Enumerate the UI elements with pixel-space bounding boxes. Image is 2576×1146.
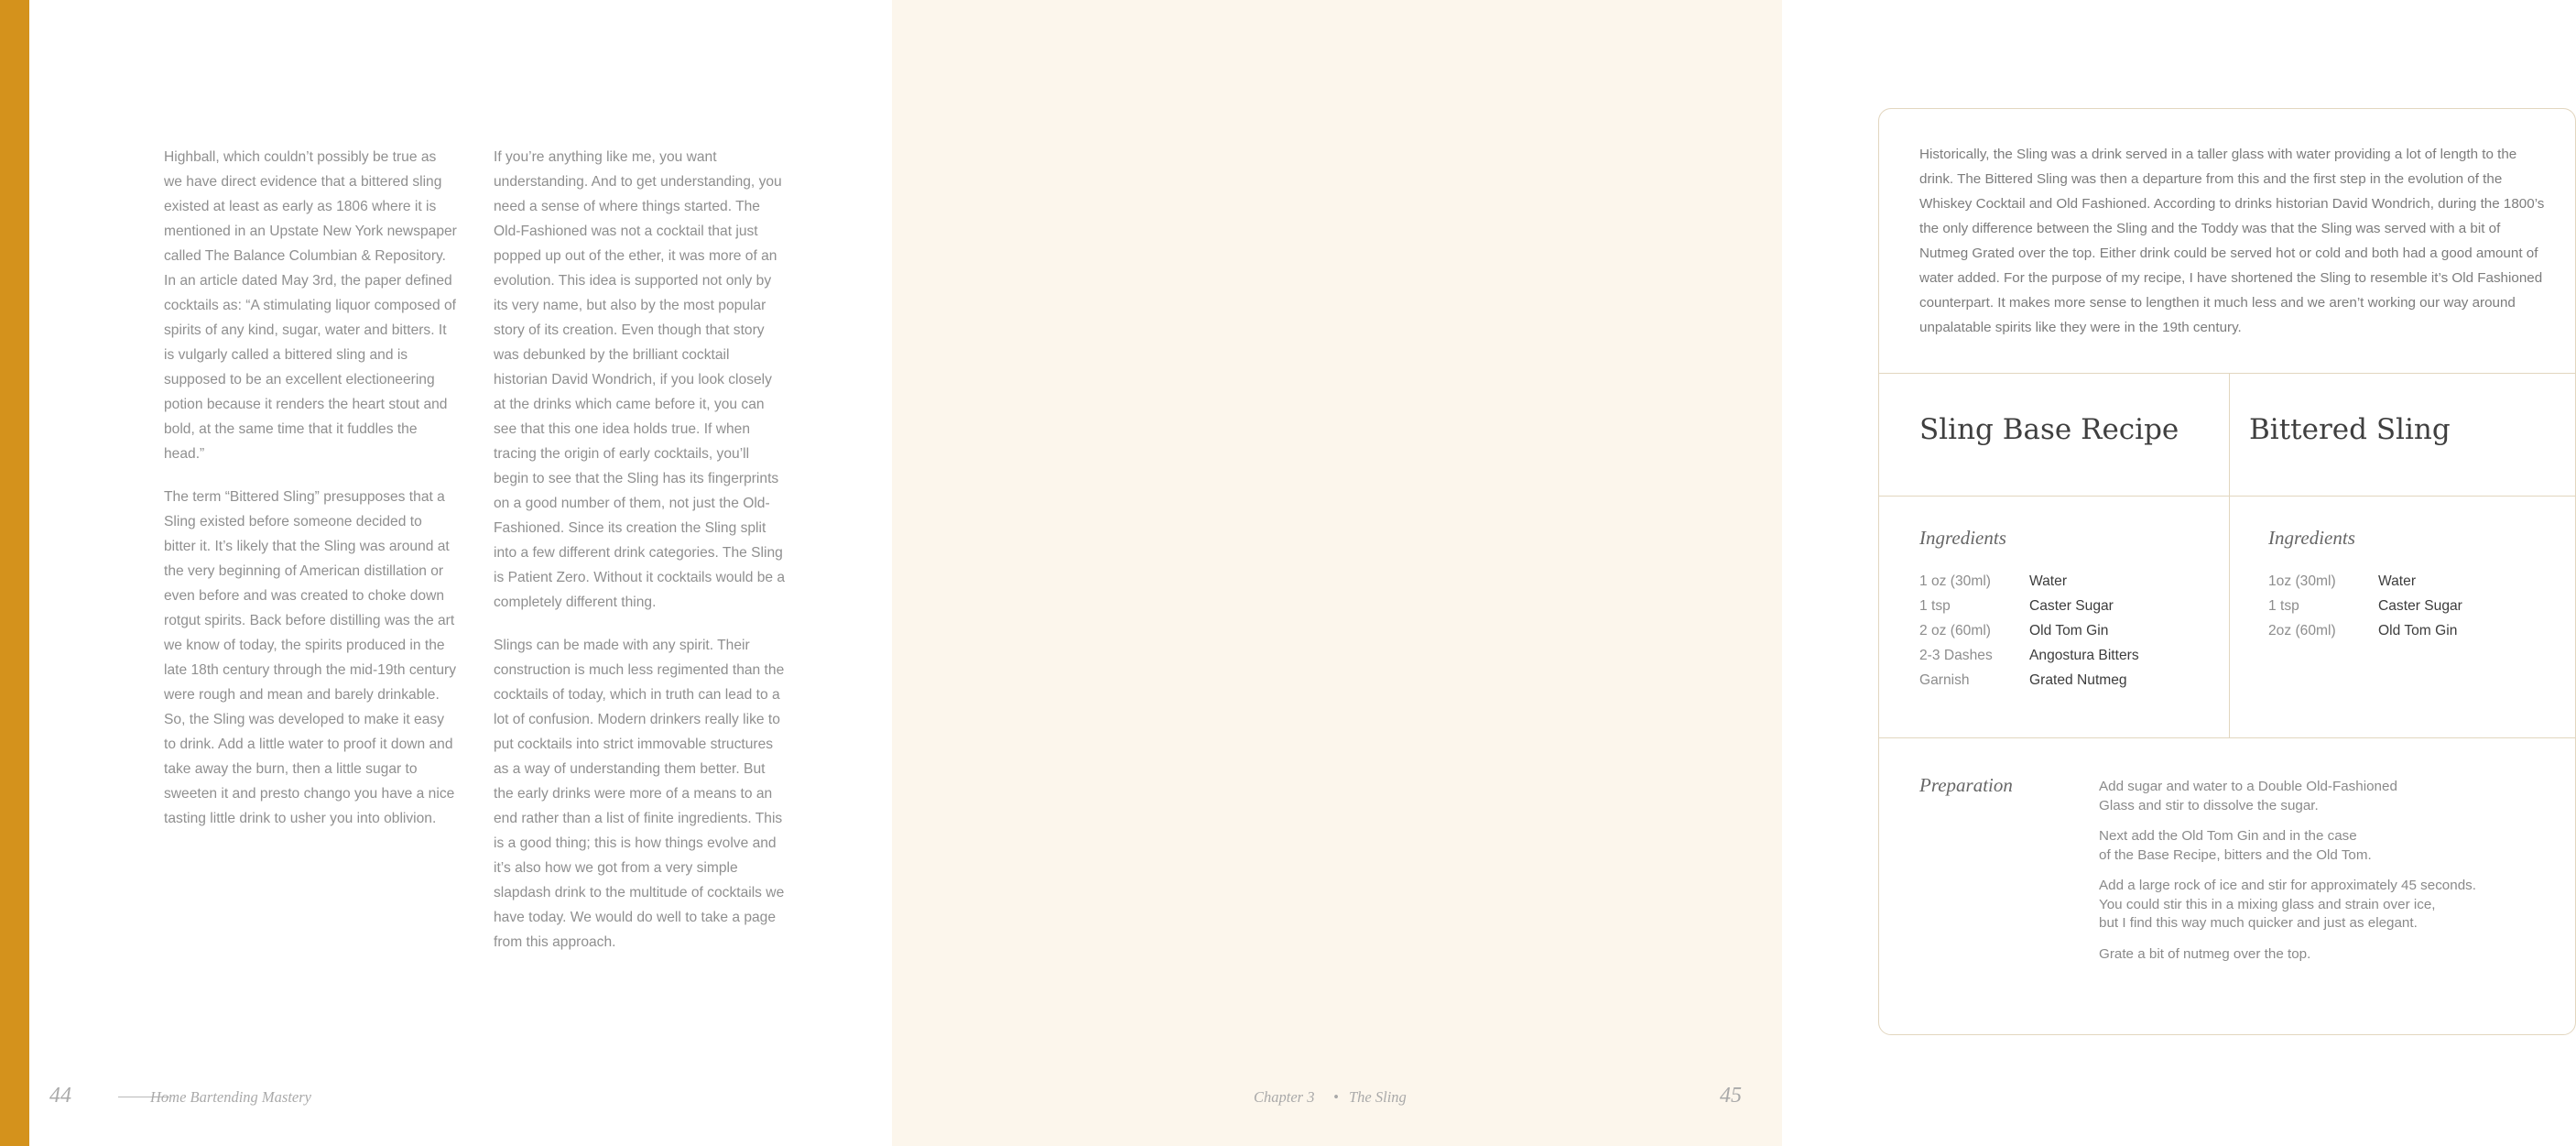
ingredient-name: Caster Sugar: [2378, 598, 2462, 614]
ingredient-quantity: 2-3 Dashes: [1919, 648, 1993, 663]
paragraph: Highball, which couldn’t possibly be true as we have direct evidence that a bittered sling existed at least as early as 1806 where it is mentioned in an Upstate New York newspaper called The Balance Columbian & Repository. In an article dated May 3rd, the paper defined cocktails as: “A stimulating liquor composed of spirits of any kind, sugar, water and bitters. It is vulgarly called a bittered sling and is supposed to be an excellent electioneering potion because it renders the heart stout and bold, at the same time that it fuddles the head.”: [164, 149, 457, 462]
page-number-left: 44: [49, 1084, 71, 1108]
paragraph: Slings can be made with any spirit. Their construction is much less regimented than the cocktails of today, which in truth can lead to a lot of confusion. Modern drinkers really like to put cocktails into strict immovable structures as a way of understanding them better. But the early drinks were more of a means to an end rather than a list of finite ingredients. This is a good thing; this is how things evolve and it’s also how we got from a very simple slapdash drink to the multitude of cocktails we have today. We would do well to take a page from this approach.: [494, 638, 785, 950]
divider: [1879, 737, 2575, 738]
recipe-card: [1878, 108, 2576, 1035]
running-head-book-title: Home Bartending Mastery: [150, 1088, 311, 1106]
preparation-heading: Preparation: [1919, 774, 2013, 796]
left-page: [29, 0, 892, 1146]
ingredient-name: Angostura Bitters: [2029, 648, 2139, 663]
running-head-separator: •: [1333, 1088, 1339, 1106]
preparation-step: Add sugar and water to a Double Old-Fashioned Glass and stir to dissolve the sugar.: [2099, 779, 2397, 813]
recipe-title-bittered-sling: Bittered Sling: [2249, 413, 2451, 446]
ingredient-quantity: 1 tsp: [1919, 598, 1951, 614]
ingredient-quantity: 1oz (30ml): [2268, 573, 2336, 589]
right-page: [892, 0, 2545, 1146]
preparation-step: Add a large rock of ice and stir for approximately 45 seconds. You could stir this in a mixing glass and strain over ice, but I find this way much quicker and just as elegant.: [2099, 878, 2476, 931]
ingredient-quantity: 2oz (60ml): [2268, 623, 2336, 638]
spine-color-bar: [0, 0, 29, 1146]
ingredient-quantity: 1 oz (30ml): [1919, 573, 1991, 589]
ingredients-heading: Ingredients: [1919, 527, 2006, 549]
ingredient-name: Caster Sugar: [2029, 598, 2114, 614]
recipe-title-sling-base: Sling Base Recipe: [1919, 413, 2179, 446]
ingredient-name: Water: [2378, 573, 2417, 589]
preparation-step: Grate a bit of nutmeg over the top.: [2099, 945, 2311, 962]
divider: [1879, 373, 2575, 374]
body-column-1: [164, 145, 457, 849]
divider: [1879, 496, 2575, 497]
recipe-intro-text: Historically, the Sling was a drink served in a taller glass with water providing a lot of length to the drink. The Bittered Sling was then a departure from this and the first step in the evolution of the Whiskey Cocktail and Old Fashioned. According to drinks historian David Wondrich, during the 1800’s the only difference between the Sling and the Toddy was that the Sling was served with a bit of Nutmeg Grated over the top. Either drink could be served hot or cold and both had a good amount of water added. For the purpose of my recipe, I have shortened the Sling to resemble it’s Old Fashioned counterpart. It makes more sense to lengthen it much less and we aren’t working our way around unpalatable spirits like they were in the 19th century.: [1919, 147, 2545, 335]
preparation-step: Next add the Old Tom Gin and in the case of the Base Recipe, bitters and the Old Tom.: [2099, 828, 2372, 863]
paragraph: If you’re anything like me, you want understanding. And to get understanding, you need a sense of where things started. The Old-Fashioned was not a cocktail that just popped up out of the ether, it was more of an evolution. This idea is supported not only by its very name, but also by the most popular story of its creation. Even though that story was debunked by the brilliant cocktail historian David Wondrich, if you look closely at the drinks which came before it, you can see that this one idea holds true. If when tracing the origin of early cocktails, you’ll begin to see that the Sling has its fingerprints on a good number of them, not just the Old-Fashioned. Since its creation the Sling split into a few different drink categories. The Sling is Patient Zero. Without it cocktails would be a completely different thing.: [494, 149, 786, 610]
body-column-2: [494, 145, 787, 973]
ingredient-quantity: 2 oz (60ml): [1919, 623, 1991, 638]
column-divider: [2229, 373, 2230, 737]
page-number-right: 45: [1720, 1084, 1742, 1108]
running-head-chapter-title: The Sling: [1349, 1088, 1407, 1106]
ingredient-name: Grated Nutmeg: [2029, 672, 2127, 688]
ingredient-quantity: Garnish: [1919, 672, 1970, 688]
ingredient-quantity: 1 tsp: [2268, 598, 2299, 614]
ingredients-heading: Ingredients: [2268, 527, 2355, 549]
ingredient-name: Old Tom Gin: [2378, 623, 2458, 638]
preparation-steps: [2099, 778, 2529, 976]
ingredient-name: Old Tom Gin: [2029, 623, 2109, 638]
running-head-chapter: Chapter 3: [1254, 1088, 1315, 1106]
ingredient-name: Water: [2029, 573, 2068, 589]
paragraph: The term “Bittered Sling” presupposes that a Sling existed before someone decided to bitter it. It’s likely that the Sling was around at the very beginning of American distillation or even before and was created to choke down rotgut spirits. Back before distilling was the art we know of today, the spirits produced in the late 18th century through the mid-19th century were rough and mean and barely drinkable. So, the Sling was developed to make it easy to drink. Add a little water to proof it down and take away the burn, then a little sugar to sweeten it and presto chango you have a nice tasting little drink to usher you into oblivion.: [164, 489, 456, 826]
